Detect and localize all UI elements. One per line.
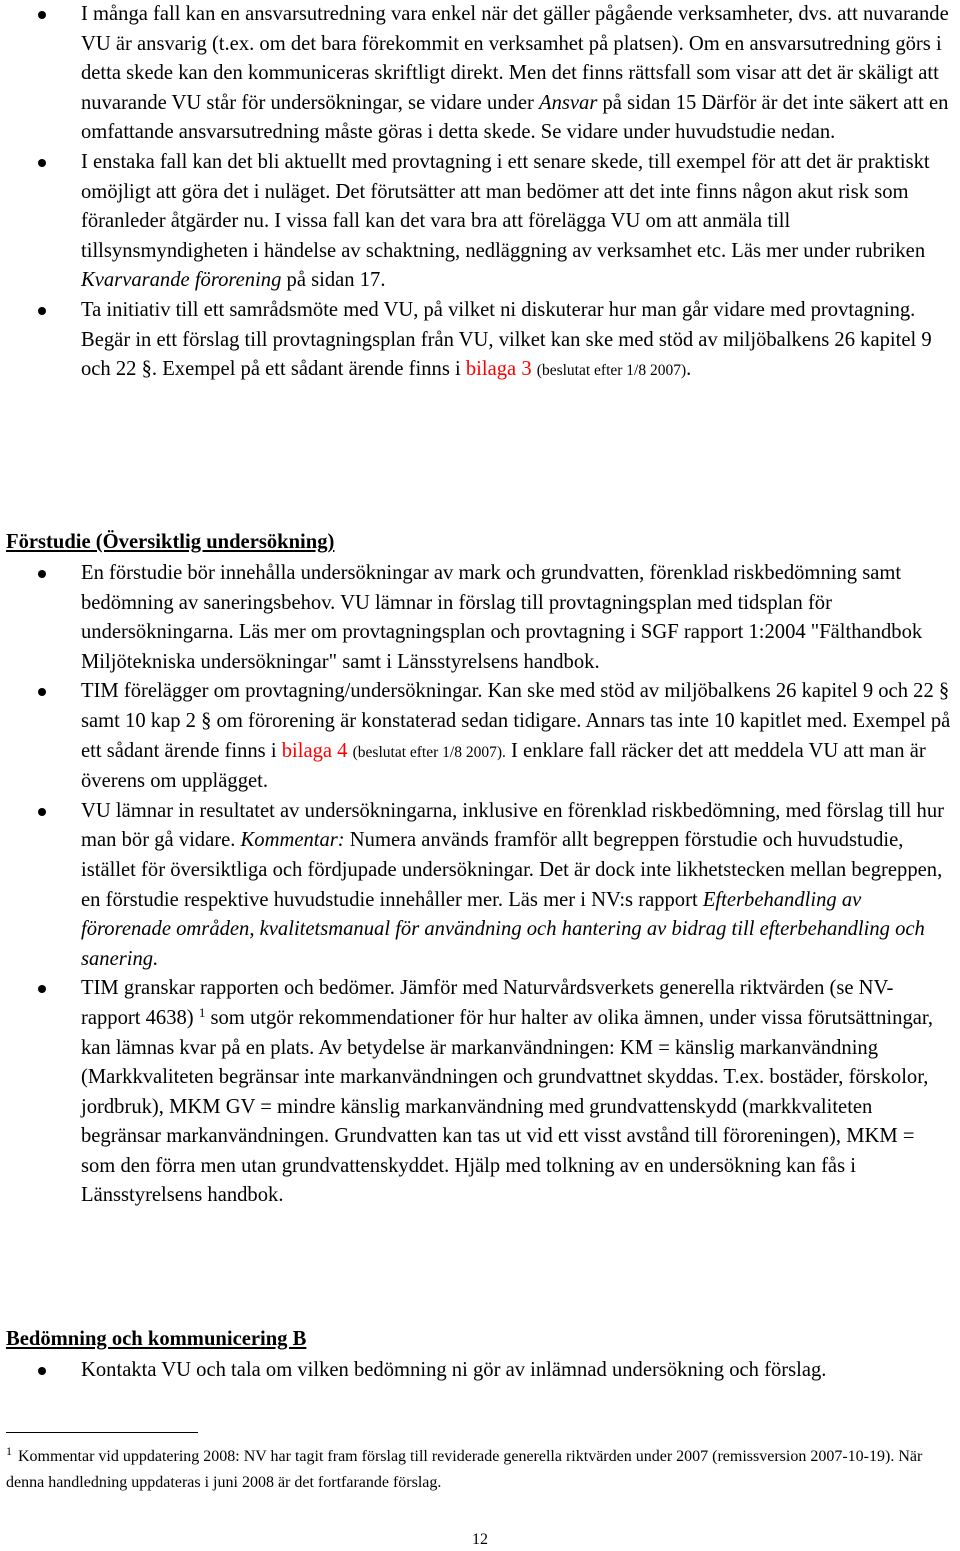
bedomning-bullet-list bbox=[0, 1356, 960, 1386]
list-item bbox=[0, 296, 960, 386]
item-text: Kontakta VU och tala om vilken bedömning ni gör av inlämnad undersökning och förslag. bbox=[81, 1359, 827, 1381]
bedomning-section bbox=[0, 1356, 960, 1386]
intro-bullet-list bbox=[0, 0, 960, 386]
list-item bbox=[0, 148, 960, 296]
item-text: TIM förelägger om provtagning/undersökningar. Kan ske med stöd av miljöbalkens 26 kapitel 9 och 22 § samt 10 kap 2 § om förorening är konstaterad sedan tidigare. Annars tas inte 10 kapitlet med. Exempel på ett sådant ärende finns i bbox=[81, 680, 951, 762]
bullet-icon bbox=[38, 688, 46, 696]
item-italic: Ansvar bbox=[539, 91, 598, 114]
bullet-icon bbox=[38, 1367, 46, 1375]
intro-section bbox=[0, 0, 960, 386]
list-item bbox=[0, 974, 960, 1211]
list-item bbox=[0, 797, 960, 975]
bullet-icon bbox=[38, 159, 46, 167]
page-number: 12 bbox=[472, 1531, 488, 1548]
section-heading-forstudie bbox=[6, 528, 334, 558]
footnote-text: Kommentar vid uppdatering 2008: NV har tagit fram förslag till reviderade generella riktvärden under 2007 (remissversion 2007-10-19). När denna handledning uppdateras i juni 2008 är det fortfarande förslag. bbox=[6, 1448, 923, 1491]
list-item bbox=[0, 559, 960, 677]
bullet-icon bbox=[38, 985, 46, 993]
section-heading-bedomning bbox=[6, 1325, 306, 1355]
item-text-mid: Numera används framför allt begreppen förstudie och huvudstudie, istället för översiktliga och fördjupade undersökningar. Det är dock inte likhetstecken mellan begreppen, en förstudie respektive huvudstudie innehåller mer. Läs mer i NV:s rapport bbox=[81, 829, 943, 911]
bilaga-4-link[interactable]: bilaga 4 bbox=[281, 739, 348, 762]
item-text-end: som utgör rekommendationer för hur halter av olika ämnen, under vissa förutsättningar, kan lämnas kvar på en plats. Av betydelse är markanvändningen: KM = känslig markanvändning (Markkvaliteten begränsar inte markanvändningen och grundvattnet skyddas. T.ex. bostäder, förskolor, jordbruk), MKM GV = mindre känslig markanvändning med grundvattenskydd (markkvaliteten begränsar markanvändningen. Grundvatten kan tas ut vid ett visst avstånd till föroreningen), MKM = som den förra men utan grundvattenskyddet. Hjälp med tolkning av en undersökning kan fås i Länsstyrelsens handbok. bbox=[81, 1006, 934, 1207]
item-text-end: I enklare fall räcker det att meddela VU att man är överens om upplägget. bbox=[81, 739, 926, 793]
forstudie-section bbox=[0, 559, 960, 1211]
item-text-end: . bbox=[686, 358, 692, 381]
item-italic: Kommentar: bbox=[240, 829, 345, 852]
list-item bbox=[0, 0, 960, 148]
bullet-icon bbox=[38, 11, 46, 19]
item-italic: Kvarvarande förorening bbox=[81, 269, 282, 292]
footnote-marker: 1 bbox=[6, 1444, 12, 1458]
item-small-note: (beslutat efter 1/8 2007) bbox=[536, 362, 687, 380]
item-text-end: på sidan 15 Därför är det inte säkert att en omfattande ansvarsutredning måste göras i detta skede. Se vidare under huvudstudie nedan. bbox=[81, 91, 949, 144]
item-small-note: (beslutat efter 1/8 2007). bbox=[352, 743, 506, 761]
heading-text: Förstudie (Översiktlig undersökning) bbox=[6, 531, 335, 553]
bullet-icon bbox=[38, 307, 46, 315]
forstudie-bullet-list bbox=[0, 559, 960, 1211]
item-text-end: på sidan 17. bbox=[281, 269, 386, 292]
list-item bbox=[0, 1356, 960, 1386]
item-text: Ta initiativ till ett samrådsmöte med VU, på vilket ni diskuterar hur man går vidare med provtagning. Begär in ett förslag till provtagningsplan från VU, vilket kan ske med stöd av miljöbalkens 26 kapitel 9 och 22 §. Exempel på ett sådant ärende finns i bbox=[81, 298, 932, 381]
footnote bbox=[6, 1444, 946, 1496]
item-text: I enstaka fall kan det bli aktuellt med provtagning i ett senare skede, till exempel för att det är praktiskt omöjligt att göra det i nuläget. Det förutsätter att man bedömer att det inte finns någon akut risk som föranleder åtgärder nu. I vissa fall kan det vara bra att förelägga VU om att anmäla till tillsynsmyndigheten i händelse av schaktning, nedläggning av verksamhet etc. Läs mer under rubriken bbox=[81, 150, 930, 262]
bullet-icon bbox=[38, 808, 46, 816]
item-text: I många fall kan en ansvarsutredning vara enkel när det gäller pågående verksamheter, dvs. att nuvarande VU är ansvarig (t.ex. om det bara förekommit en verksamhet på platsen). Om en ansvarsutredning görs i detta skede kan den kommuniceras skriftligt direkt. Men det finns rättsfall som visar att det är skäligt att nuvarande VU står för undersökningar, se vidare under bbox=[81, 3, 949, 114]
footnote-divider bbox=[6, 1432, 198, 1433]
bilaga-3-link[interactable]: bilaga 3 bbox=[465, 358, 532, 381]
item-italic-end: Efterbehandling av förorenade områden, kvalitetsmanual för användning och hantering av bidrag till efterbehandling och sanering. bbox=[81, 888, 925, 970]
heading-text: Bedömning och kommunicering B bbox=[6, 1328, 307, 1350]
item-text: TIM granskar rapporten och bedömer. Jämför med Naturvårdsverkets generella riktvärden (se NV-rapport 4638) bbox=[81, 977, 894, 1029]
item-text: VU lämnar in resultatet av undersökningarna, inklusive en förenklad riskbedömning, med förslag till hur man bör gå vidare. bbox=[81, 799, 945, 852]
footnote-ref[interactable]: 1 bbox=[198, 1004, 206, 1020]
bullet-icon bbox=[38, 570, 46, 578]
list-item bbox=[0, 677, 960, 796]
item-text: En förstudie bör innehålla undersökningar av mark och grundvatten, förenklad riskbedömning samt bedömning av saneringsbehov. VU lämnar in förslag till provtagningsplan med tidsplan för undersökningarna. Läs mer om provtagningsplan och provtagning i SGF rapport 1:2004 "Fälthandbok Miljötekniska undersökningar" samt i Länsstyrelsens handbok. bbox=[81, 562, 923, 673]
